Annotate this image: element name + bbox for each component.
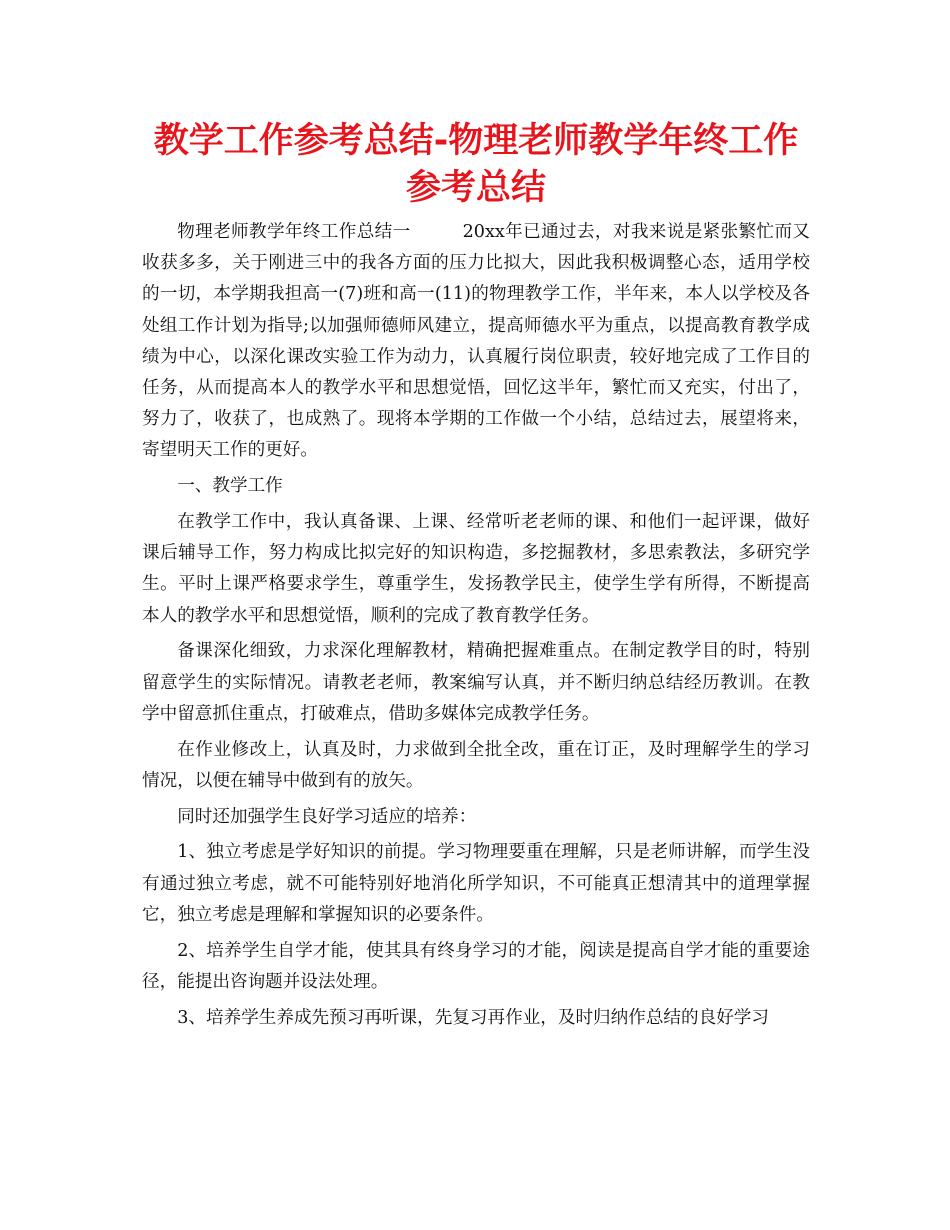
document-title: 教学工作参考总结-物理老师教学年终工作参考总结 <box>153 121 799 208</box>
list-item: 3、培养学生养成先预习再听课，先复习再作业，及时归纳作总结的良好学习 <box>177 1007 769 1028</box>
document-page <box>142 118 810 1034</box>
paragraph: 在教学工作中，我认真备课、上课、经常听老老师的课、和他们一起评课，做好课后辅导工作，努力构成比拟完好的知识构造，多挖掘教材，多思索教法，多研究学生。平时上课严格要求学生，尊重学生，发扬教学民主，使学生学有所得，不断提高本人的教学水平和思想觉悟，顺利的完成了教育教学任务。 <box>142 512 810 626</box>
intro-text: 20xx年已通过去，对我来说是紧张繁忙而又收获多多，关于刚进三中的我各方面的压力比拟大，因此我积极调整心态，适用学校的一切，本学期我担高一(7)班和高一(11)的物理教学工作，半年来，本人以学校及各处组工作计划为指导;以加强师德师风建立，提高师德水平为重点，以提高教育教学成绩为中心，以深化课改实验工作为动力，认真履行岗位职责，较好地完成了工作目的任务，从而提高本人的教学水平和思想觉悟，回忆这半年，繁忙而又充实，付出了，努力了，收获了，也成熟了。现将本学期的工作做一个小结，总结过去，展望将来，寄望明天工作的更好。 <box>142 222 810 461</box>
paragraph-intro <box>142 217 810 467</box>
list-item: 1、独立考虑是学好知识的前提。学习物理要重在理解，只是老师讲解，而学生没有通过独立考虑，就不可能特别好地消化所学知识，不可能真正想清其中的道理掌握它，独立考虑是理解和掌握知识的必要条件。 <box>142 842 810 925</box>
paragraph: 同时还加强学生良好学习适应的培养： <box>177 806 477 827</box>
paragraph: 备课深化细致，力求深化理解教材，精确把握难重点。在制定教学目的时，特别留意学生的实际情况。请教老老师，教案编写认真，并不断归纳总结经历教训。在教学中留意抓住重点，打破难点，借助多媒体完成教学任务。 <box>142 641 810 724</box>
list-item: 2、培养学生自学才能，使其具有终身学习的才能，阅读是提高自学才能的重要途径，能提出咨询题并设法处理。 <box>142 940 810 992</box>
section-heading-teaching: 一、教学工作 <box>177 476 283 497</box>
intro-heading: 物理老师教学年终工作总结一 <box>177 222 411 242</box>
paragraph: 在作业修改上，认真及时，力求做到全批全改，重在订正，及时理解学生的学习情况，以便在辅导中做到有的放矢。 <box>142 739 810 791</box>
document-body <box>142 217 810 1034</box>
